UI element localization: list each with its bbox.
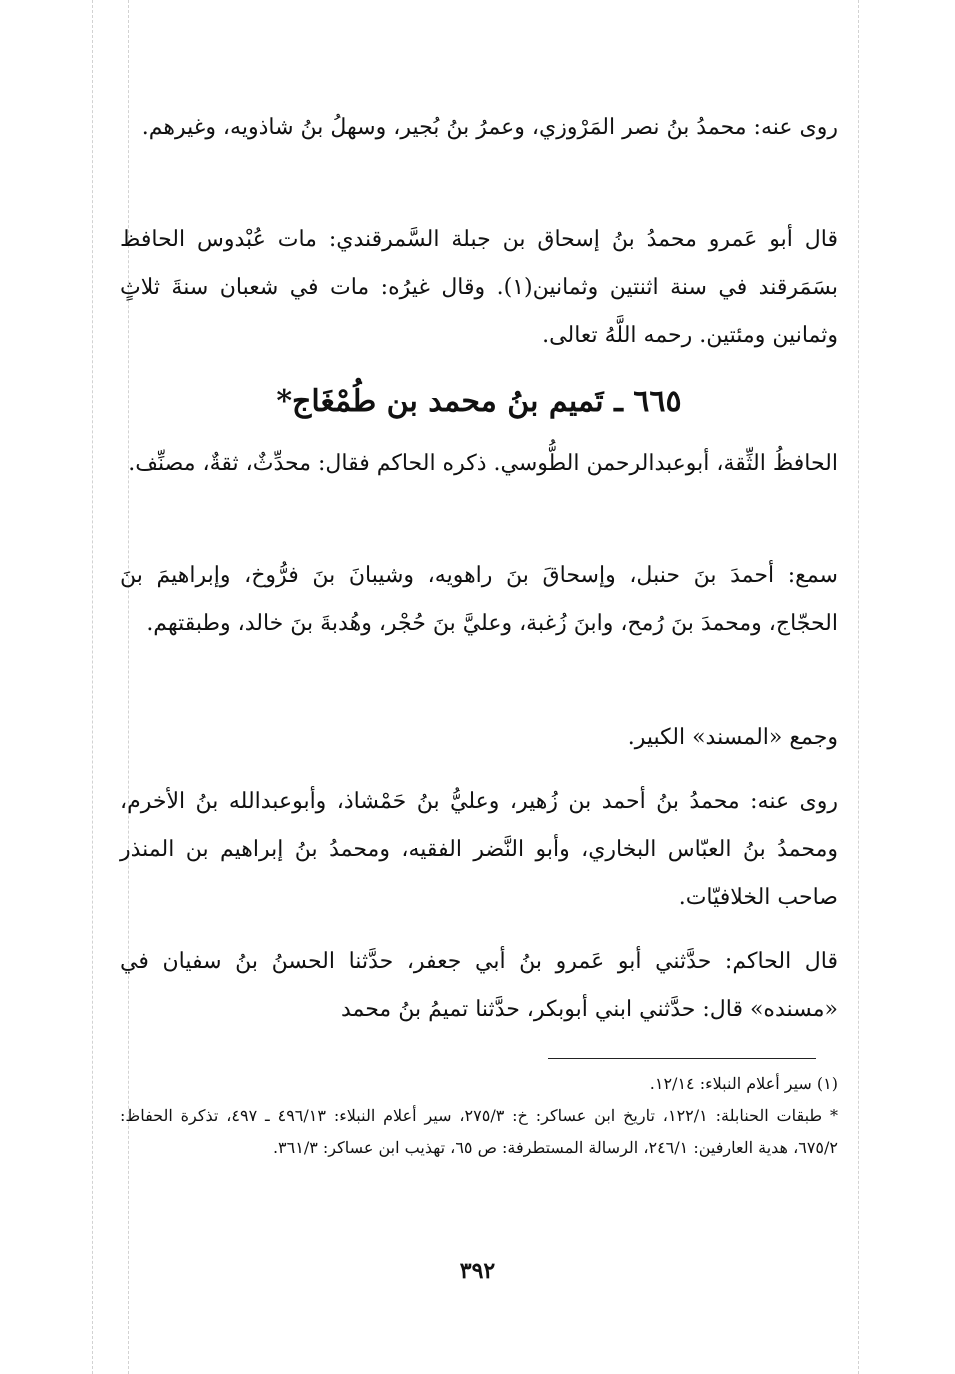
footnote-1: (١) سير أعلام النبلاء: ١٢/١٤. bbox=[649, 1074, 838, 1093]
scan-margin-line bbox=[92, 0, 93, 1374]
hadith-chain-paragraph: قال الحاكم: حدَّثني أبو عَمرو بنُ أبي جعفر، حدَّثنا الحسنُ بنُ سفيان في «مسنده» قال: حدَّثني ابني أبوبكر، حدَّثنا تميمُ بنُ محمد bbox=[120, 949, 838, 1022]
narrators-paragraph: روى عنه: محمدُ بنُ نصر المَرْوزي، وعمرُ بنُ بُجير، وسهلُ بنُ شاذويه، وغيرهم. bbox=[141, 115, 838, 140]
works-paragraph: وجمع «المسند» الكبير. bbox=[627, 725, 838, 750]
entry-heading: ٦٦٥ ـ تَميم بنُ محمد بن طُمْغَاج* bbox=[276, 384, 682, 419]
footnote-sources: * طبقات الحنابلة: ١٢٢/١، تاريخ ابن عساكر: خ: ٢٧٥/٣، سير أعلام النبلاء: ٤٩٦/١٣ ـ ٤٩٧، تذكرة الحفاظ: ٦٧٥/٢، هدية العارفين: ٢٤٦/١، الرسالة المستطرفة: ص ٦٥، تهذيب ابن عساكر: ٣٦١/٣. bbox=[120, 1106, 838, 1157]
teachers-paragraph: سمع: أحمدَ بنَ حنبل، وإسحاقَ بنَ راهويه، وشيبانَ بنَ فرُّوخ، وإبراهيمَ بنَ الحجّاج، ومحمدَ بنَ رُمح، وابنَ زُغبة، وعليَّ بنَ حُجْر، وهُدبةَ بنَ خالد، وطبقتهم. bbox=[120, 563, 838, 636]
biography-paragraph: الحافظُ الثِّقة، أبوعبدالرحمن الطُّوسي. ذكره الحاكم فقال: محدِّثٌ، ثقةٌ، مصنِّف. bbox=[128, 451, 838, 476]
scan-margin-line bbox=[858, 0, 859, 1374]
scan-margin-line bbox=[128, 0, 129, 1374]
death-date-paragraph: قال أبو عَمرو محمدُ بنُ إسحاق بن جبلة السَّمرقندي: مات عُبْدوس الحافظ بسَمَرقند في سنة اثنتين وثمانين(١). وقال غيرُه: مات في شعبان سنةَ ثلاثٍ وثمانين ومئتين. رحمه اللَّهُ تعالى. bbox=[120, 227, 838, 348]
footnote-divider bbox=[548, 1058, 816, 1059]
footnotes bbox=[120, 1068, 838, 1164]
students-paragraph: روى عنه: محمدُ بنُ أحمد بن زُهير، وعليُّ بنُ حَمْشاذ، وأبوعبدالله بنُ الأخرم، ومحمدُ بنُ العبّاس البخاري، وأبو النَّضر الفقيه، ومحمدُ بنُ إبراهيم بن المنذر صاحب الخلافيّات. bbox=[120, 789, 838, 910]
page-number: ٣٩٢ bbox=[459, 1258, 496, 1284]
